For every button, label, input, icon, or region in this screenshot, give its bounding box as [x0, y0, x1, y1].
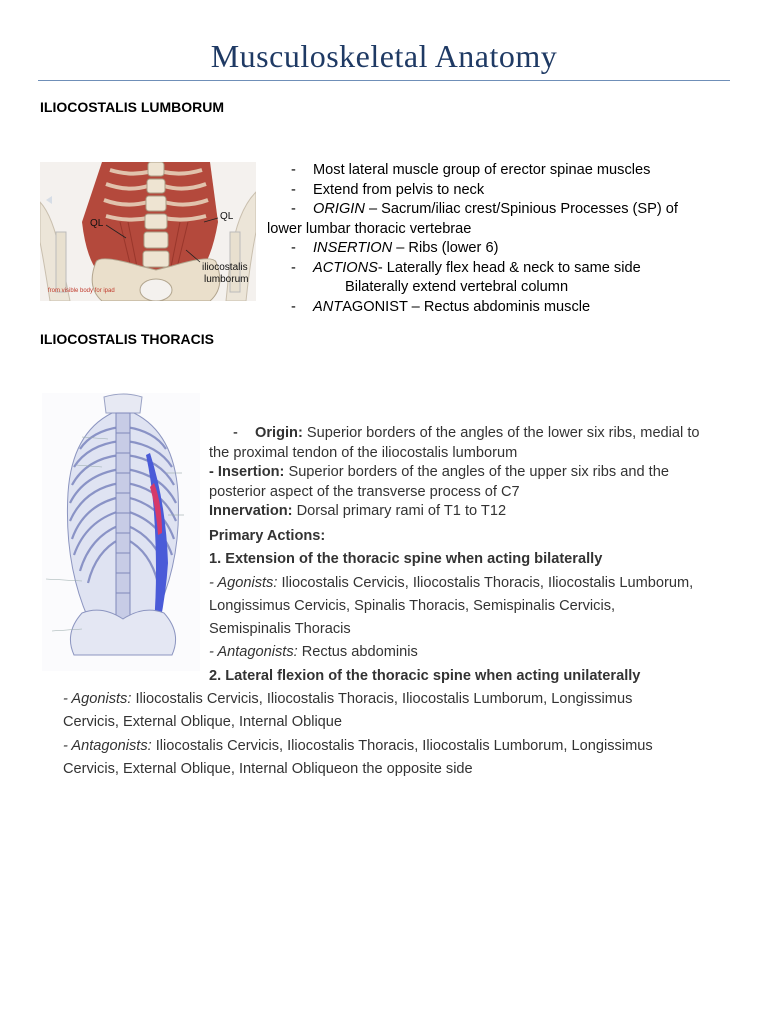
section-heading-lumborum: ILIOCOSTALIS LUMBORUM — [40, 99, 225, 115]
bullet-item: - ANTAGONIST – Rectus abdominis muscle — [291, 298, 591, 315]
action2-antagonists-cont: Cervicis, External Oblique, Internal Obliqueon the opposite side — [63, 760, 473, 777]
origin-line: - Origin: Superior borders of the angles of the lower six ribs, medial to — [233, 425, 700, 441]
action1-agonists: - Agonists: Iliocostalis Cervicis, Iliocostalis Thoracis, Iliocostalis Lumborum, — [209, 574, 694, 591]
bullet-item: - Most lateral muscle group of erector spinae muscles — [291, 162, 651, 178]
action2-heading: 2. Lateral flexion of the thoracic spine when acting unilaterally — [209, 667, 641, 684]
bullet-item: - Extend from pelvis to neck — [291, 181, 485, 198]
action1-antagonists: - Antagonists: Rectus abdominis — [209, 644, 418, 661]
iliocostalis-thoracis-figure — [42, 393, 200, 671]
thoracis-illustration — [42, 393, 200, 671]
bullet-continuation: Bilaterally extend vertebral column — [345, 279, 569, 295]
bullet-item: - INSERTION – Ribs (lower 6) — [291, 240, 499, 256]
title-divider — [38, 80, 730, 81]
bullet-item: - ORIGIN – Sacrum/iliac crest/Spinious Processes (SP) of — [291, 201, 678, 217]
innervation-line: Innervation: Dorsal primary rami of T1 to T12 — [209, 503, 507, 519]
action2-agonists: - Agonists: Iliocostalis Cervicis, Iliocostalis Thoracis, Iliocostalis Lumborum, Longissimus — [63, 691, 633, 707]
primary-actions-block — [209, 525, 749, 688]
lumborum-bullet-list — [267, 161, 737, 317]
origin-continuation: the proximal tendon of the iliocostalis lumborum — [209, 444, 518, 461]
action1-heading: 1. Extension of the thoracic spine when acting bilaterally — [209, 551, 603, 568]
bullet-continuation: lower lumbar thoracic vertebrae — [267, 220, 472, 237]
thoracis-details — [209, 424, 739, 522]
bullet-item: - ACTIONS- Laterally flex head & neck to same side — [291, 259, 641, 276]
page-title: Musculoskeletal Anatomy — [210, 38, 558, 74]
primary-actions-heading: Primary Actions: — [209, 528, 326, 544]
image-credit: from visible body for ipad — [48, 288, 115, 294]
action2-agonists-cont: Cervicis, External Oblique, Internal Oblique — [63, 714, 343, 731]
action1-agonists-cont: Longissimus Cervicis, Spinalis Thoracis, Semispinalis Cervicis, — [209, 597, 616, 614]
label-lumborum: lumborum — [204, 274, 249, 285]
insertion-continuation: posterior aspect of the transverse process of C7 — [209, 483, 520, 500]
label-ql-left: QL — [90, 218, 104, 229]
label-iliocostalis: iliocostalis — [202, 262, 248, 273]
label-ql-right: QL — [220, 211, 234, 222]
insertion-line: - Insertion: Superior borders of the angles of the upper six ribs and the — [209, 464, 669, 480]
action2-antagonists: - Antagonists: Iliocostalis Cervicis, Iliocostalis Thoracis, Iliocostalis Lumborum, Longissimus — [63, 737, 653, 754]
section-heading-thoracis: ILIOCOSTALIS THORACIS — [40, 331, 214, 347]
action1-agonists-cont: Semispinalis Thoracis — [209, 621, 351, 638]
action2-details — [63, 688, 743, 781]
iliocostalis-lumborum-figure — [40, 162, 256, 301]
